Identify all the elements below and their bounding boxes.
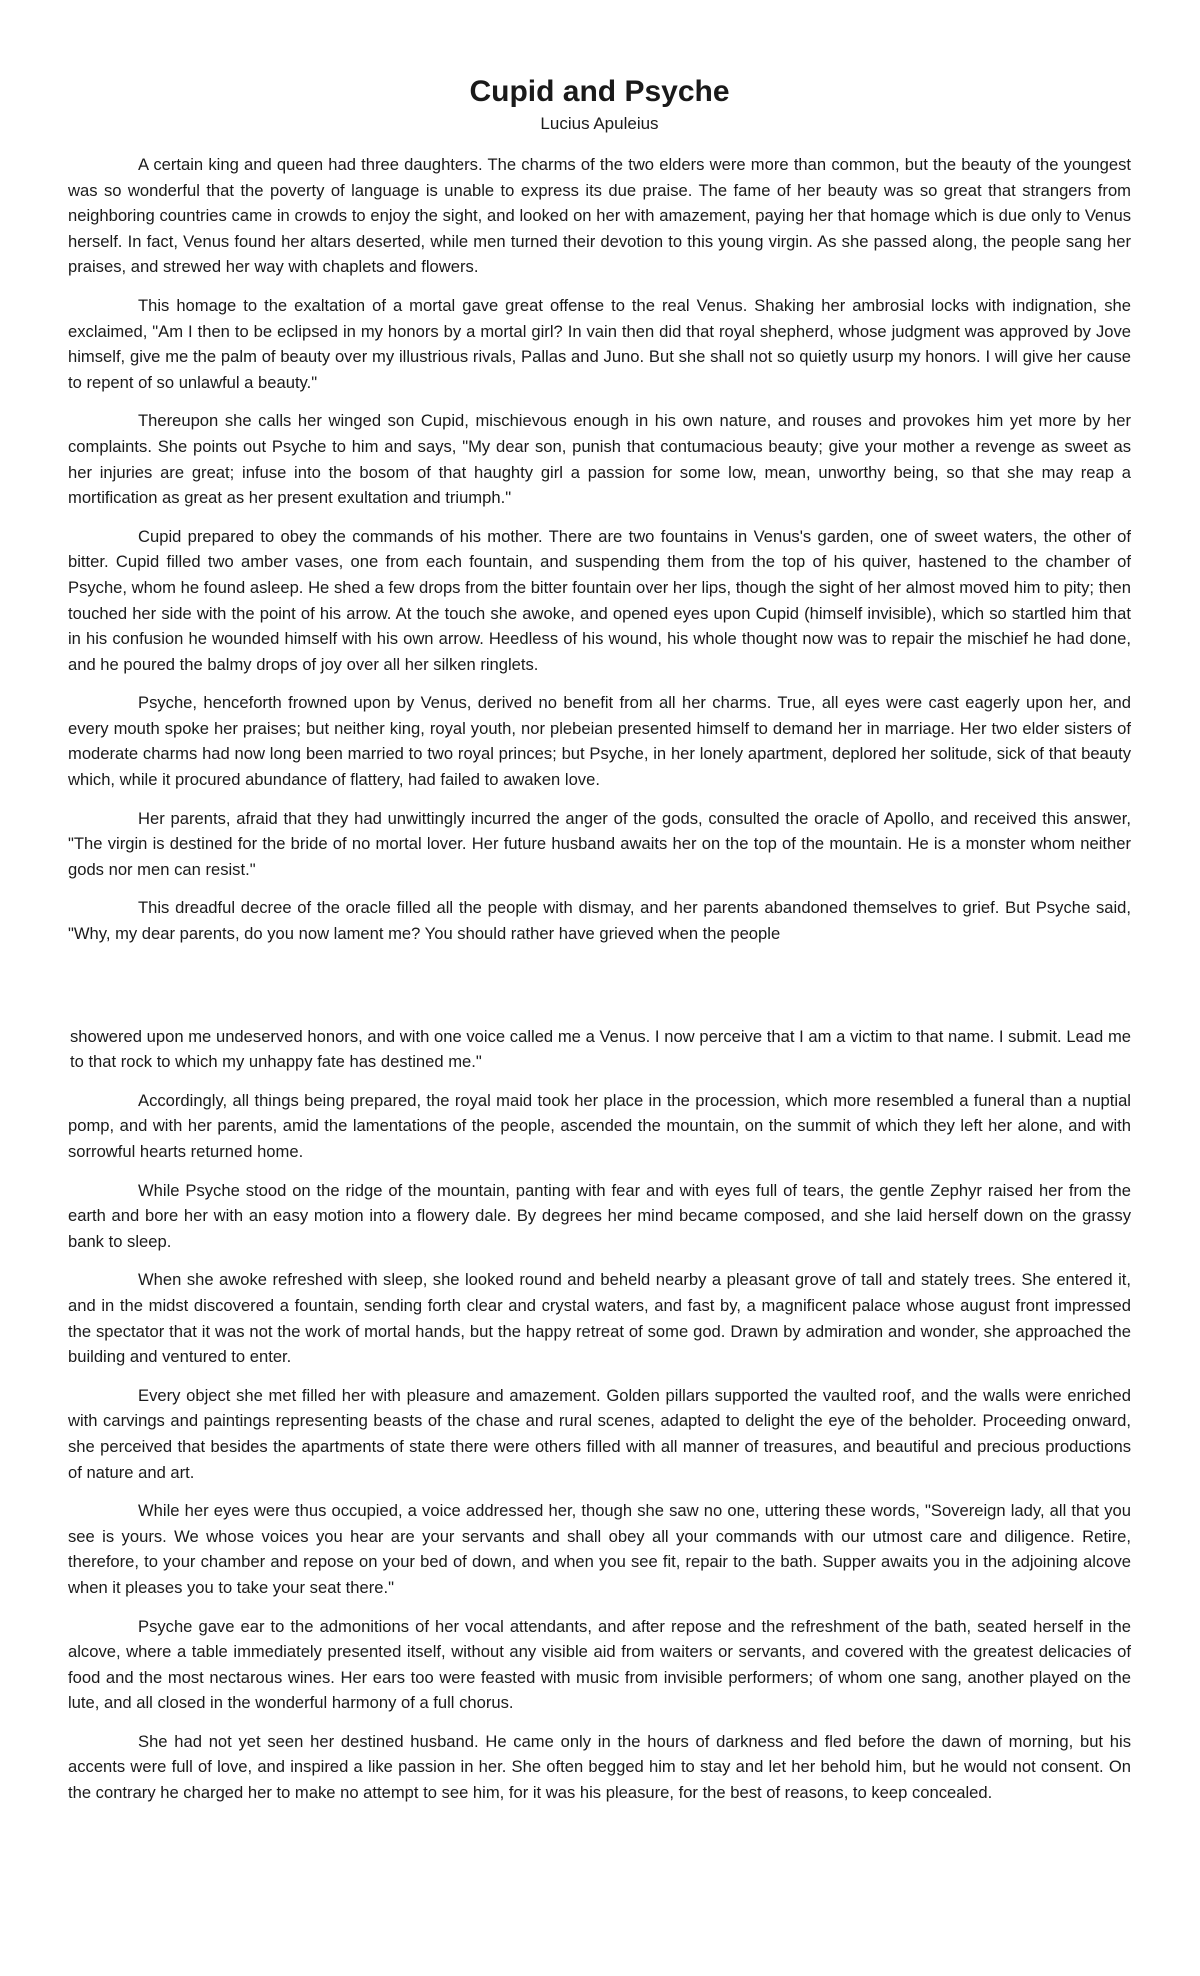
paragraph-2: This homage to the exaltation of a mortal gave great offense to the real Venus. Shaking her ambrosial locks with indignation, she exclaimed, "Am I then to be eclipsed in my honors by a mortal girl? In vain then did that royal shepherd, whose judgment was approved by Jove himself, give me the palm of beauty over my illustrious rivals, Pallas and Juno. But she shall not so quietly usurp my honors. I will give her cause to repent of so unlawful a beauty.": [68, 295, 1131, 392]
paragraph-3: Thereupon she calls her winged son Cupid, mischievous enough in his own nature, and rouses and provokes him yet more by her complaints. She points out Psyche to him and says, "My dear son, punish that contumacious beauty; give your mother a revenge as sweet as her injuries are great; infuse into the bosom of that haughty girl a passion for some low, mean, unworthy being, so that she may reap a mortification as great as her present exultation and triumph.": [68, 411, 1131, 508]
paragraph-11: Every object she met filled her with pleasure and amazement. Golden pillars supported the vaulted roof, and the walls were enriched with carvings and paintings representing beasts of the chase and rural scenes, adapted to delight the eye of the beholder. Proceeding onward, she perceived that besides the apartments of state there were others filled with all manner of treasures, and beautiful and precious productions of nature and art.: [68, 1385, 1131, 1482]
document-author: Lucius Apuleius: [540, 114, 659, 133]
paragraph-7: This dreadful decree of the oracle filled all the people with dismay, and her parents abandoned themselves to grief. But Psyche said, "Why, my dear parents, do you now lament me? You should rather have grieved when the people: [68, 898, 1131, 944]
paragraph-9: While Psyche stood on the ridge of the mountain, panting with fear and with eyes full of tears, the gentle Zephyr raised her from the earth and bore her with an easy motion into a flowery dale. By degrees her mind became composed, and she laid herself down on the grassy bank to sleep.: [68, 1180, 1131, 1251]
paragraph-4: Cupid prepared to obey the commands of his mother. There are two fountains in Venus's garden, one of sweet waters, the other of bitter. Cupid filled two amber vases, one from each fountain, and suspending them from the top of his quiver, hastened to the chamber of Psyche, whom he found asleep. He shed a few drops from the bitter fountain over her lips, though the sight of her almost moved him to pity; then touched her side with the point of his arrow. At the touch she awoke, and opened eyes upon Cupid (himself invisible), which so startled him that in his confusion he wounded himself with his own arrow. Heedless of his wound, his whole thought now was to repair the mischief he had done, and he poured the balmy drops of joy over all her silken ringlets.: [68, 526, 1131, 674]
paragraph-12: While her eyes were thus occupied, a voice addressed her, though she saw no one, uttering these words, "Sovereign lady, all that you see is yours. We whose voices you hear are your servants and shall obey all your commands with our utmost care and diligence. Retire, therefore, to your chamber and repose on your bed of down, and when you see fit, repair to the bath. Supper awaits you in the adjoining alcove when it pleases you to take your seat there.": [68, 1501, 1131, 1597]
paragraph-1: A certain king and queen had three daughters. The charms of the two elders were more than common, but the beauty of the youngest was so wonderful that the poverty of language is unable to express its due praise. The fame of her beauty was so great that strangers from neighboring countries came in crowds to enjoy the sight, and looked on her with amazement, paying her that homage which is due only to Venus herself. In fact, Venus found her altars deserted, while men turned their devotion to this young virgin. As she passed along, the people sang her praises, and strewed her way with chaplets and flowers.: [68, 155, 1131, 277]
page-break: [68, 960, 1131, 1024]
paragraph-10: When she awoke refreshed with sleep, she looked round and beheld nearby a pleasant grove of tall and stately trees. She entered it, and in the midst discovered a fountain, sending forth clear and crystal waters, and fast by, a magnificent palace whose august front impressed the spectator that it was not the work of mortal hands, but the happy retreat of some god. Drawn by admiration and wonder, she approached the building and ventured to enter.: [68, 1270, 1131, 1367]
paragraph-6: Her parents, afraid that they had unwittingly incurred the anger of the gods, consulted the oracle of Apollo, and received this answer, "The virgin is destined for the bride of no mortal lover. Her future husband awaits her on the top of the mountain. He is a monster whom neither gods nor men can resist.": [68, 808, 1131, 879]
paragraph-13: Psyche gave ear to the admonitions of her vocal attendants, and after repose and the refreshment of the bath, seated herself in the alcove, where a table immediately presented itself, without any visible aid from waiters or servants, and covered with the greatest delicacies of food and the most nectarous wines. Her ears too were feasted with music from invisible performers; of whom one sang, another played on the lute, and all closed in the wonderful harmony of a full chorus.: [68, 1616, 1131, 1713]
paragraph-8: Accordingly, all things being prepared, the royal maid took her place in the procession, which more resembled a funeral than a nuptial pomp, and with her parents, amid the lamentations of the people, ascended the mountain, on the summit of which they left her alone, and with sorrowful hearts returned home.: [68, 1090, 1131, 1161]
document-title: Cupid and Psyche: [469, 75, 730, 108]
document-page: [68, 72, 1131, 1819]
paragraph-14: She had not yet seen her destined husband. He came only in the hours of darkness and fled before the dawn of morning, but his accents were full of love, and inspired a like passion in her. She often begged him to stay and let her behold him, but he would not consent. On the contrary he charged her to make no attempt to see him, for it was his pleasure, for the best of reasons, to keep concealed.: [68, 1731, 1131, 1803]
paragraph-7-continued: showered upon me undeserved honors, and with one voice called me a Venus. I now perceive that I am a victim to that name. I submit. Lead me to that rock to which my unhappy fate has destined me.": [70, 1026, 1131, 1072]
paragraph-5: Psyche, henceforth frowned upon by Venus, derived no benefit from all her charms. True, all eyes were cast eagerly upon her, and every mouth spoke her praises; but neither king, royal youth, nor plebeian presented himself to demand her in marriage. Her two elder sisters of moderate charms had now long been married to two royal princes; but Psyche, in her lonely apartment, deplored her solitude, sick of that beauty which, while it procured abundance of flattery, had failed to awaken love.: [68, 693, 1131, 790]
